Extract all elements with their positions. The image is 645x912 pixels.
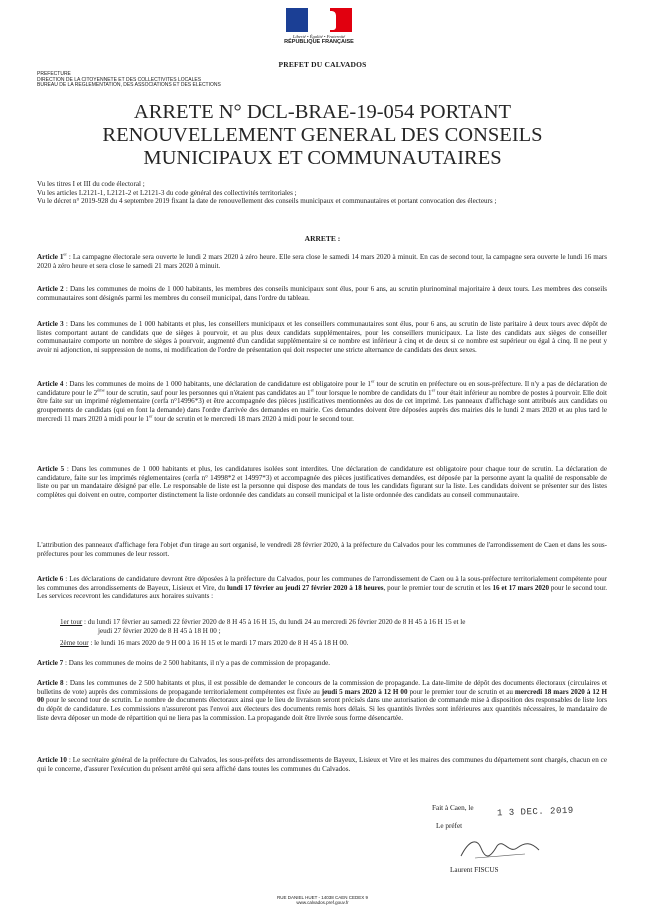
schedule-text: : du lundi 17 février au samedi 22 février 2020 de 8 H 45 à 16 H 15, du lundi 24 au mercredi 26 février 2020 de 8 H 45 à 16 H 15 et le xyxy=(82,618,466,626)
service-block xyxy=(37,72,221,89)
article-text: : Dans les communes de moins de 2 500 habitants, il n'y a pas de commission de propagande. xyxy=(63,659,331,667)
article-text: : Le secrétaire général de la préfecture du Calvados, les sous-préfets des arrondissements de Bayeux, Lisieux et Vire et les maires des communes du département sont chargés, chacun en ce qui le concerne, d'assurer l'exécution du présent arrêté qui sera affiché dans toutes les communes du Calvados. xyxy=(37,756,607,773)
deadline-text: 16 et 17 mars 2020 xyxy=(492,583,550,592)
article-label: Article 7 xyxy=(37,659,64,667)
article-label: Article 4 xyxy=(37,380,64,388)
footer-website: www.calvados.pref.gouv.fr xyxy=(296,900,349,906)
ordinal-suffix: er xyxy=(310,387,315,393)
article-text: pour le second tour de scrutin. Le nombre de documents électoraux ainsi que le lieu de livraison seront précisés dans une autorisation de commande mise à disposition des responsables de liste lors du dépôt de candidature. Les commissions n'assureront pas l'envoi aux électeurs des documents remis hors délais. Si les quantités livrées sont inférieures aux quantités nécessaires, le mandataire de liste devra déposer un mode de répartition qui ne liera pas la commission. La propagande doit être livrée sous forme désencartée. xyxy=(37,696,607,722)
article-text: L'attribution des panneaux d'affichage fera l'objet d'un tirage au sort organisé, le vendredi 28 février 2020, à la préfecture du Calvados pour les communes de l'arrondissement de Caen et dans les sous-préfectures pour les communes de leur ressort. xyxy=(37,541,607,558)
deadline-text: mercredi 18 mars 2020 à 12 H 00 xyxy=(37,687,608,705)
deadline-text: jeudi 5 mars 2020 à 12 H 00 xyxy=(321,687,408,696)
ordinal-suffix: er xyxy=(149,413,153,419)
deadline-text: lundi 17 février au jeudi 27 février 2020 à 18 heures xyxy=(226,583,384,592)
marianne-logo xyxy=(278,8,360,45)
article-1 xyxy=(37,253,607,270)
visa-line: Vu les articles L2121-1, L2121-2 et L2121-3 du code général des collectivités territoriales ; xyxy=(37,188,297,197)
visa-line: Vu le décret n° 2019-928 du 4 septembre 2019 fixant la date de renouvellement des conseils municipaux et communautaires et portant convocation des électeurs ; xyxy=(37,197,497,206)
article-label: Article 5 xyxy=(37,465,65,473)
round-label: 2ème tour xyxy=(60,639,89,647)
article-7 xyxy=(37,659,607,668)
article-text: : Dans les communes de moins de 1 000 habitants, une déclaration de candidature est obligatoire pour le 1 xyxy=(63,380,371,388)
schedule-text: : le lundi 16 mars 2020 de 9 H 00 à 16 H 15 et le mardi 17 mars 2020 de 8 H 45 à 18 H 00. xyxy=(88,639,349,647)
title-line: RENOUVELLEMENT GENERAL DES CONSEILS xyxy=(102,124,543,146)
article-text: pour le premier tour de scrutin et au xyxy=(407,687,515,696)
article-5 xyxy=(37,465,607,500)
title-line: ARRETE N° DCL-BRAE-19-054 PORTANT xyxy=(133,101,512,123)
article-3 xyxy=(37,320,607,355)
article-10 xyxy=(37,756,607,773)
article-text: : Les déclarations de candidature devront être déposées à la préfecture du Calvados, pour les communes de l'arrondissement de Caen ou à la sous-préfecture territorialement compétente pour les communes des arrondissements de Bayeux, Lisieux et Vire, du xyxy=(37,575,607,592)
article-text: tour lorsque le nombre de candidats du 1 xyxy=(314,388,432,397)
decree-title xyxy=(70,101,575,170)
republic-label: RÉPUBLIQUE FRANÇAISE xyxy=(284,39,354,45)
tricolor-flag-icon xyxy=(286,8,352,32)
page-footer xyxy=(0,895,645,905)
republic-motto: Liberté • Égalité • Fraternité xyxy=(292,34,346,39)
visas-block xyxy=(37,180,607,206)
article-text: : Dans les communes de 1 000 habitants et plus, les conseillers municipaux et les conseillers communautaires sont élus, pour 6 ans, au scrutin de liste paritaire à deux tours avec dépôt de listes comportant autant de candidats que de sièges à pourvoir, et au plus deux candidats supplémentaires, pour les conseillers municipaux. La liste des candidats aux sièges de conseiller communautaire comporte un nombre de sièges à pourvoir, augmenté d'un candidat supplémentaire si ce nombre est inférieur à cinq et de deux si ce nombre est supérieur ou égal à cinq. Il ne peut y avoir ni adjonction, ni suppression de noms, ni modification de l'ordre de présentation qui doit respecter une stricte alternance de candidats des deux sexes. xyxy=(37,320,607,355)
article-suffix: er xyxy=(63,251,67,257)
article-label: Article 8 xyxy=(37,679,64,687)
signature-place: Fait à Caen, le xyxy=(432,804,474,812)
visa-line: Vu les titres I et III du code électoral ; xyxy=(37,180,145,188)
signatory-name: Laurent FISCUS xyxy=(450,866,499,874)
service-line: BUREAU DE LA REGLEMENTATION, DES ASSOCIATIONS ET DES ELECTIONS xyxy=(37,82,221,89)
article-4 xyxy=(37,380,607,424)
article-text: tour de scrutin en préfecture ou en sous-préfecture. Il n'y a pas de déclaration de candidature pour le 2 xyxy=(37,380,607,397)
handwritten-signature-icon xyxy=(455,834,545,864)
signature-role: Le préfet xyxy=(436,822,463,830)
date-stamp: 1 3 DEC. 2019 xyxy=(496,805,574,819)
article-text: , pour le premier tour de scrutin et les xyxy=(383,583,493,592)
article-6 xyxy=(37,575,607,601)
article-label: Article 2 xyxy=(37,285,64,293)
footer-address: RUE DANIEL HUET - 14038 CAEN CEDEX 9 xyxy=(276,895,369,900)
article-8 xyxy=(37,679,607,723)
article-text: : La campagne électorale sera ouverte le lundi 2 mars 2020 à zéro heure. Elle sera close le samedi 14 mars 2020 à minuit. En cas de second tour, la campagne sera ouverte le lundi 16 mars 2020 à zéro heure et sera close le samedi 21 mars 2020 à minuit. xyxy=(37,253,607,270)
schedule-first-round xyxy=(60,618,607,635)
ordinal-suffix: er xyxy=(431,387,436,393)
article-text: tour était inférieur au nombre de postes à pourvoir. Elle doit être faite sur un imprimé réglementaire (cerfa n°14996*3) et être accompagnée des pièces justificatives mentionnées au dos de cet imprimé. Les panneaux d'affichage sont attribués aux candidats ou groupements de candidats (qui en font la demande) dans l'ordre d'arrivée des demandes en mairie. Ces demandes doivent être déposées auprès des mairies dès le lundi 2 mars 2020 et au plus tard le mercredi 11 mars 2020 à midi pour le 1 xyxy=(37,388,607,423)
service-line: PREFECTURE xyxy=(37,71,71,77)
title-line: MUNICIPAUX ET COMMUNAUTAIRES xyxy=(143,147,502,169)
article-label: Article 6 xyxy=(37,575,64,583)
arrete-heading: ARRETE : xyxy=(304,234,341,243)
service-line: DIRECTION DE LA CITOYENNETE ET DES COLLECTIVITES LOCALES xyxy=(37,76,202,83)
article-label: Article 10 xyxy=(37,756,67,764)
prefect-heading: PREFET DU CALVADOS xyxy=(278,60,367,69)
article-text: tour de scrutin et le mercredi 18 mars 2020 à midi pour le second tour. xyxy=(152,414,354,423)
article-5-paragraph-2 xyxy=(37,541,607,558)
article-2 xyxy=(37,285,607,302)
schedule-second-round xyxy=(60,639,607,648)
article-label: Article 1 xyxy=(37,253,64,261)
schedule-text: jeudi 27 février 2020 de 8 H 45 à 18 H 00 ; xyxy=(98,626,221,635)
article-text: tour de scrutin, sauf pour les personnes qui n'étaient pas candidates au 1 xyxy=(104,388,311,397)
round-label: 1er tour xyxy=(60,618,83,626)
article-text: : Dans les communes de 1 000 habitants et plus, les candidatures isolées sont interdites. Une déclaration de candidature est obligatoire pour chaque tour de scrutin. La déclaration de candidature, faite sur les imprimés réglementaires (cerfa n° 14998*2 et 14997*3) et accompagnée des pièces justificatives demandées, est déposée par la personne ayant la qualité de responsable de liste ou par un mandataire désigné par elle. Le responsable de liste est la personne qui dispose des mandats de tous les candidats figurant sur la liste. Les candidats doivent se présenter sur des listes complètes qui doivent en outre, comporter distinctement la liste ordonnée des candidats au conseil municipal et la liste ordonnée des candidats au conseil communautaire. xyxy=(37,465,607,500)
article-text: : Dans les communes de 2 500 habitants et plus, il est possible de demander le concours de la commission de propagande. La date-limite de dépôt des documents électoraux (circulaires et bulletins de vote) auprès des commissions de propagande territorialement compétentes est fixée au xyxy=(37,679,608,696)
article-text: : Dans les communes de moins de 1 000 habitants, les membres des conseils municipaux sont élus, pour 6 ans, au scrutin plurinominal majoritaire à deux tours. Les membres des conseils communautaires sont désignés parmi les membres du conseil municipal, dans l'ordre du tableau. xyxy=(37,285,607,302)
ordinal-suffix: ème xyxy=(97,387,105,393)
ordinal-suffix: er xyxy=(370,378,375,384)
article-label: Article 3 xyxy=(37,320,64,328)
article-text: pour le second tour. Les services recevront les candidatures aux horaires suivants : xyxy=(37,583,607,601)
